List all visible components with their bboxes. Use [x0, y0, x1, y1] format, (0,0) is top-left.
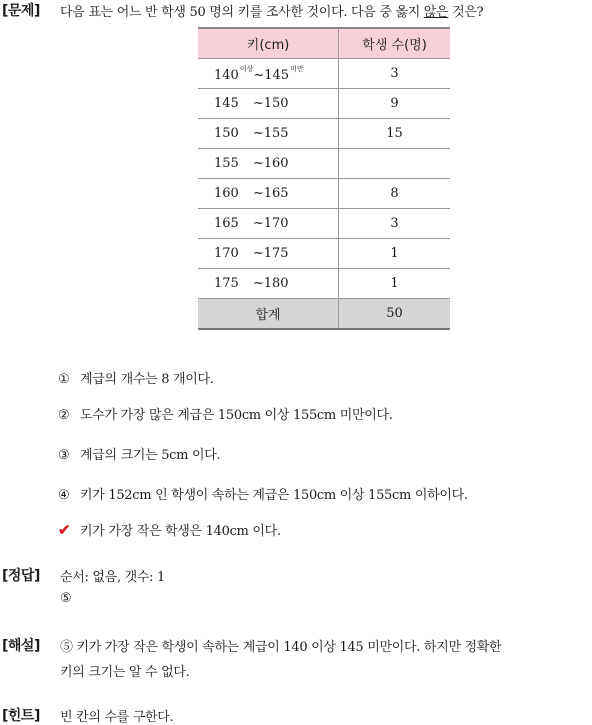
range-start: 170 — [214, 246, 239, 261]
range-end: ~180 — [252, 276, 289, 291]
range-end: ~170 — [252, 216, 289, 231]
table-header-height: 키(cm) — [198, 28, 339, 59]
total-value: 50 — [339, 299, 450, 330]
option-marker: ③ — [58, 448, 70, 463]
table-total-row — [198, 299, 450, 330]
option-text: 계급의 크기는 5cm 이다. — [80, 448, 221, 463]
table-row — [198, 119, 450, 149]
option-text: 도수가 가장 많은 계급은 150cm 이상 155cm 미만이다. — [80, 408, 393, 423]
count-cell-blank — [339, 149, 450, 179]
option-marker: ② — [58, 408, 70, 423]
range-end: ~175 — [252, 246, 289, 261]
range-start-note: 이상 — [239, 65, 254, 73]
range-end: ~160 — [252, 156, 289, 171]
range-end: ~145 — [253, 68, 290, 83]
range-end: ~165 — [252, 186, 289, 201]
table-row — [198, 179, 450, 209]
option-marker: ④ — [58, 488, 70, 503]
range-start: 140 — [214, 68, 239, 83]
option-5-correct — [58, 520, 281, 539]
count-cell: 15 — [339, 119, 450, 149]
range-start: 175 — [214, 276, 239, 291]
range-start: 150 — [214, 126, 239, 141]
table-row — [198, 149, 450, 179]
option-2 — [58, 404, 393, 423]
range-cell — [198, 209, 339, 239]
range-cell — [198, 89, 339, 119]
table-row — [198, 209, 450, 239]
hint-label: [힌트] — [2, 708, 40, 724]
option-text: 계급의 개수는 8 개이다. — [80, 372, 214, 387]
range-end: ~155 — [252, 126, 289, 141]
option-3 — [58, 444, 220, 463]
table-header-count: 학생 수(명) — [339, 28, 450, 59]
range-cell — [198, 179, 339, 209]
option-1 — [58, 368, 214, 387]
range-start: 160 — [214, 186, 239, 201]
range-end: ~150 — [252, 96, 289, 111]
question-text-after: 것은? — [448, 5, 484, 20]
question-text-before: 다음 표는 어느 반 학생 50 명의 키를 조사한 것이다. 다음 중 옳지 — [60, 5, 424, 20]
table-row — [198, 239, 450, 269]
count-cell: 9 — [339, 89, 450, 119]
range-cell — [198, 239, 339, 269]
count-cell: 1 — [339, 239, 450, 269]
explanation-line-2: 키의 크기는 알 수 없다. — [60, 665, 190, 680]
range-cell — [198, 119, 339, 149]
check-mark-icon: ✔ — [58, 521, 71, 539]
range-cell — [198, 59, 339, 89]
option-4 — [58, 484, 468, 503]
explanation-line-1: ⑤ 키가 가장 작은 학생이 속하는 계급이 140 이상 145 미만이다. 하지만 정확한 — [60, 640, 502, 655]
answer-line-1: 순서: 없음, 갯수: 1 — [60, 570, 166, 585]
range-start: 155 — [214, 156, 239, 171]
count-cell: 3 — [339, 59, 450, 89]
hint-text: 빈 칸의 수를 구한다. — [60, 710, 174, 725]
range-cell — [198, 149, 339, 179]
table-header-row — [198, 28, 450, 59]
option-marker: ① — [58, 372, 70, 387]
range-cell — [198, 269, 339, 299]
answer-line-2: ⑤ — [60, 591, 72, 606]
explanation-label: [해설] — [2, 638, 40, 654]
range-start: 145 — [214, 96, 239, 111]
question-underlined-word: 않은 — [423, 5, 449, 20]
count-cell: 1 — [339, 269, 450, 299]
option-text: 키가 가장 작은 학생은 140cm 이다. — [80, 524, 281, 539]
table-row — [198, 269, 450, 299]
count-cell: 8 — [339, 179, 450, 209]
option-text: 키가 152cm 인 학생이 속하는 계급은 150cm 이상 155cm 이하이다. — [80, 488, 468, 503]
question-text — [60, 1, 483, 20]
range-start: 165 — [214, 216, 239, 231]
frequency-table — [198, 27, 450, 330]
question-label: [문제] — [2, 3, 40, 19]
table-row — [198, 89, 450, 119]
table-row — [198, 59, 450, 89]
answer-label: [정답] — [2, 568, 40, 584]
total-label: 합계 — [198, 299, 339, 330]
count-cell: 3 — [339, 209, 450, 239]
range-end-note: 미만 — [290, 65, 304, 73]
